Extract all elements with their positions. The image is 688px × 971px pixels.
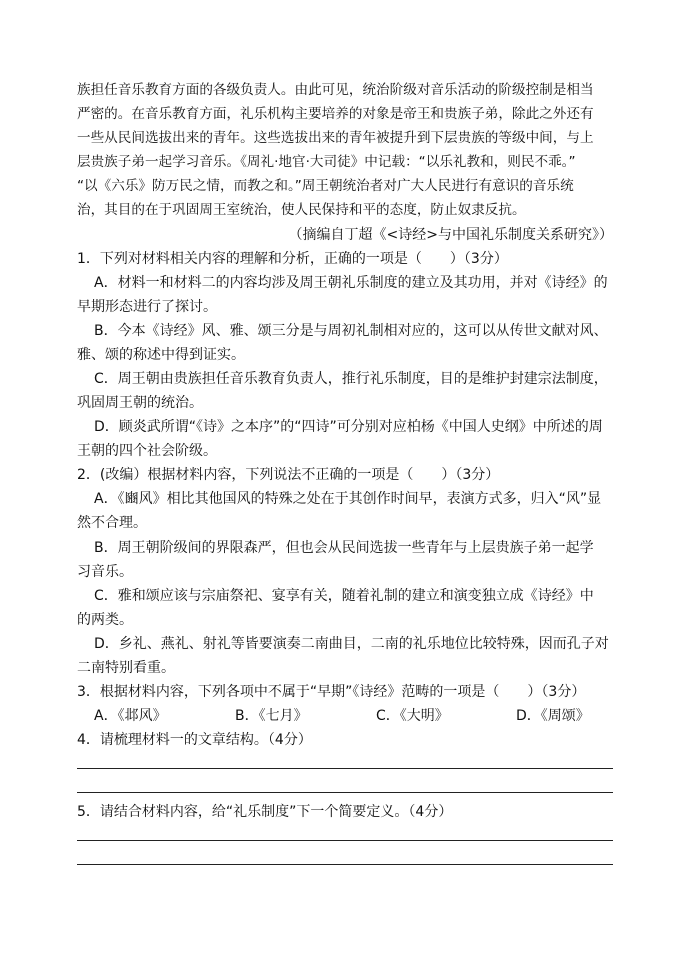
q4-answer-line-1	[77, 768, 613, 769]
q3-options	[77, 707, 613, 725]
passage-line-4: 层贵族子弟一起学习音乐。《周礼·地官·大司徒》中记载：“以乐礼教和，则民不乖。”	[77, 154, 576, 170]
q1-stem: 1．下列对材料相关内容的理解和分析，正确的一项是（ ）（3分）	[77, 251, 508, 267]
q1-option-d-line2: 王朝的四个社会阶级。	[77, 443, 217, 459]
q2-stem: 2．(改编）根据材料内容，下列说法不正确的一项是（ ）（3分）	[77, 467, 500, 483]
q2-option-c-line2: 的两类。	[77, 612, 133, 628]
q1-option-c-line2: 巩固周王朝的统治。	[77, 395, 203, 411]
passage-line-3: 一些从民间选拔出来的青年。这些选拔出来的青年被提升到下层贵族的等级中间，与上	[77, 130, 594, 146]
q3-option-c: C．《大明》	[376, 708, 449, 724]
passage-line-2: 严密的。在音乐教育方面，礼乐机构主要培养的对象是帝王和贵族子弟，除此之外还有	[77, 106, 594, 122]
q1-option-c-line1: C．周王朝由贵族担任音乐教育负责人，推行礼乐制度，目的是维护封建宗法制度，	[94, 371, 608, 387]
q2-option-d-line2: 二南特别看重。	[77, 660, 175, 676]
q2-option-d-line1: D．乡礼、燕礼、射礼等皆要演奏二南曲目，二南的礼乐地位比较特殊，因而孔子对	[94, 636, 609, 652]
passage-source: （摘编自丁超《<诗经>与中国礼乐制度关系研究》）	[288, 227, 613, 243]
q2-option-b-line1: B．周王朝阶级间的界限森严，但也会从民间选拔一些青年与上层贵族子弟一起学	[94, 540, 594, 556]
q1-option-d-line1: D．顾炎武所谓“《诗》之本序”的“四诗”可分别对应柏杨《中国人史纲》中所述的周	[94, 419, 603, 435]
q1-option-b-line1: B．今本《诗经》风、雅、颂三分是与周初礼制相对应的，这可以从传世文献对风、	[94, 323, 608, 339]
q3-option-d: D．《周颂》	[516, 708, 590, 724]
q3-option-a: A．《邶风》	[94, 708, 167, 724]
q3-stem: 3．根据材料内容，下列各项中不属于“早期”《诗经》范畴的一项是（ ）（3分）	[77, 684, 586, 700]
q1-option-a-line1: A．材料一和材料二的内容均涉及周王朝礼乐制度的建立及其功用，并对《诗经》的	[94, 275, 608, 291]
passage-line-6: 治，其目的在于巩固周王室统治，使人民保持和平的态度，防止奴隶反抗。	[77, 202, 526, 218]
passage-line-1: 族担任音乐教育方面的各级负责人。由此可见，统治阶级对音乐活动的阶级控制是相当	[77, 82, 594, 98]
q1-option-a-line2: 早期形态进行了探讨。	[77, 299, 217, 315]
q2-option-b-line2: 习音乐。	[77, 564, 133, 580]
q1-option-b-line2: 雅、颂的称述中得到证实。	[77, 347, 245, 363]
q2-option-a-line2: 然不合理。	[77, 515, 147, 531]
q2-option-c-line1: C．雅和颂应该与宗庙祭祀、宴享有关，随着礼制的建立和演变独立成《诗经》中	[94, 588, 594, 604]
q5-answer-line-1	[77, 840, 613, 841]
q5-answer-line-2	[77, 864, 613, 865]
q4-answer-line-2	[77, 792, 613, 793]
q2-option-a-line1: A．《豳风》相比其他国风的特殊之处在于其创作时间早，表演方式多，归入“风”显	[94, 491, 602, 507]
q3-option-b: B．《七月》	[235, 708, 308, 724]
q4-stem: 4．请梳理材料一的文章结构。（4分）	[77, 732, 312, 748]
passage-line-5: “以《六乐》防万民之情，而教之和。”周王朝统治者对广大人民进行有意识的音乐统	[77, 178, 574, 194]
q5-stem: 5．请结合材料内容，给“礼乐制度”下一个简要定义。（4分）	[77, 804, 453, 820]
